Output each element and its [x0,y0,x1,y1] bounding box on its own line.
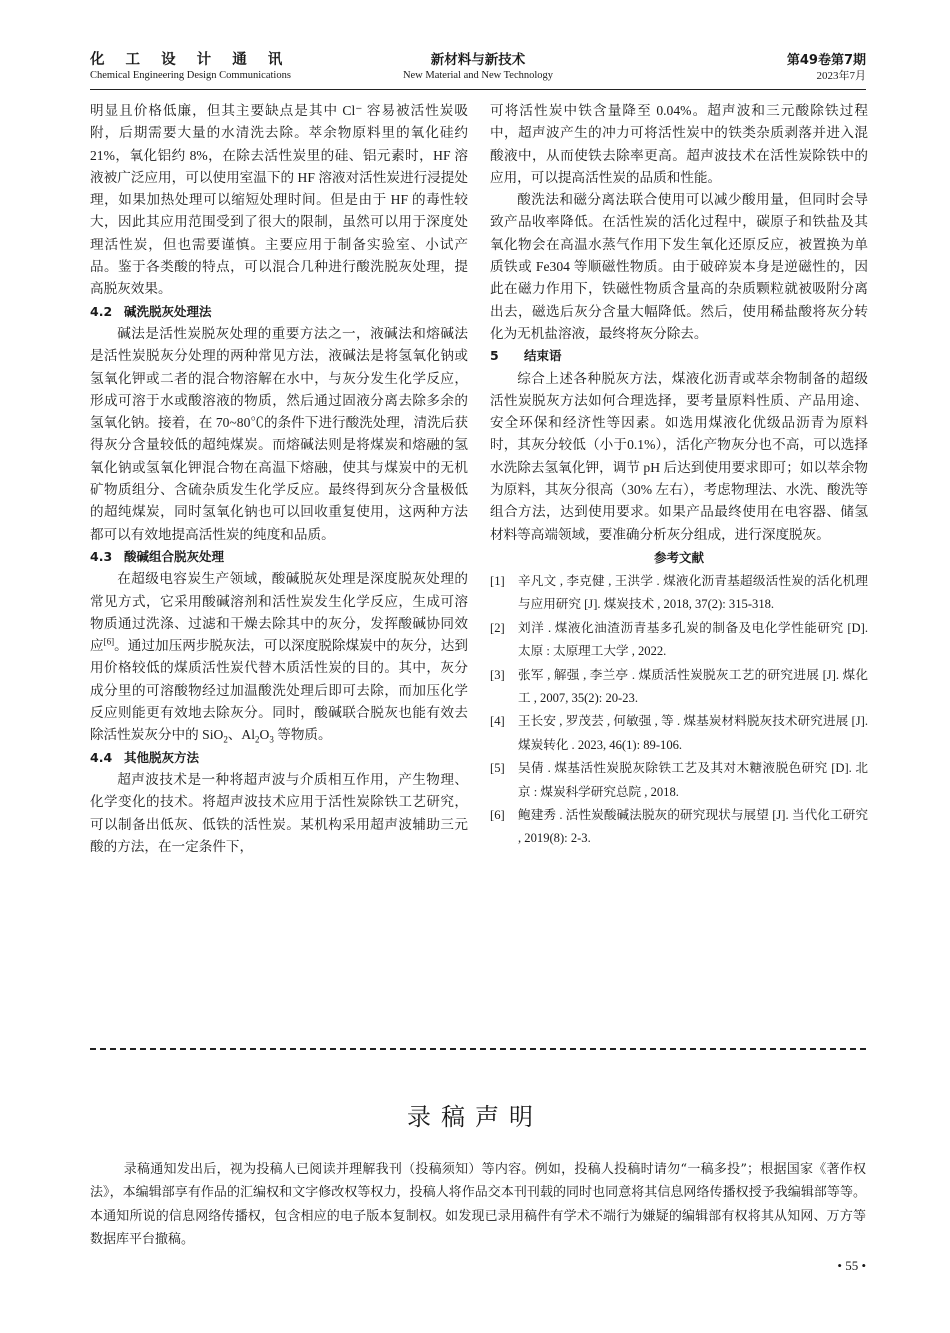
reference-number: [1] [490,573,505,588]
reference-text: 辛凡文 , 李克健 , 王洪学 . 煤液化沥青基超级活性炭的活化机理与应用研究 [J]. 煤炭技术 , 2018, 37(2): 315-318. [518,573,868,612]
paragraph-alkali-wash: 碱法是活性炭脱灰处理的重要方法之一，液碱法和熔碱法是活性炭脱灰分处理的两种常见方法，液碱法是将氢氧化钠或氢氧化钾或二者的混合物溶解在水中，与灰分发生化学反应，形成可溶于水或酸溶液的物质，然后通过固液分离去除多余的氢氧化钠。接着，在 70~80℃的条件下进行酸洗处理，清洗后获得灰分含量较低的超纯煤炭。而熔碱法则是将煤炭和熔融的氢氧化钠或氢氧化钾混合物在高温下熔融，使其与煤炭中的无机矿物质组分、含硫杂质发生化学反应。最终得到灰分含量极低的超纯煤炭，同时氢氧化钠也可以回收重复使用，这两种方法都可以有效地提高活性炭的纯度和品质。 [90,325,468,542]
section-heading-4-2 [90,301,468,323]
reference-number: [5] [490,761,505,776]
issue-date: 2023年7月 [816,70,866,82]
paragraph-ultrasonic-continued: 可将活性炭中铁含量降至 0.04%。超声波和三元酸除铁过程中，超声波产生的冲力可将活性炭中的铁类杂质剥落并进入混酸液中，从而使铁去除率更高。超声波技术在活性炭除铁中的应用，可以提高活性炭的品质和性能。 [490,103,868,185]
notice-body: 录稿通知发出后，视为投稿人已阅读并理解我刊（投稿须知）等内容。例如，投稿人投稿时请勿“一稿多投”；根据国家《著作权法》，本编辑部享有作品的汇编权和文字修改权等权力，投稿人将作品交本刊刊载的同时也同意将其信息网络传播权授予我编辑部等等。本通知所说的信息网络传播权，包含相应的电子版本复制权。如发现已录用稿件有学术不端行为嫌疑的编辑部有权将其从知网、万方等数据库平台撤稿。 [90,1162,866,1248]
section-number: 5 [490,348,499,364]
section-name-block [90,52,866,83]
subscript: 2 [255,735,260,746]
section-title: 酸碱组合脱灰处理 [124,548,225,564]
reference-text: 吴倩 . 煤基活性炭脱灰除铁工艺及其对木糖液脱色研究 [D]. 北京 : 煤炭科学研究总院 , 2018. [518,761,868,799]
citation-6: [6] [103,636,115,647]
dashed-divider [90,1048,866,1050]
text-run: 、Al [227,727,255,743]
reference-item [490,804,868,851]
subscript: 2 [223,735,228,746]
text-run: O [259,727,270,743]
issue-block [787,52,866,83]
section-title: 结束语 [524,348,562,364]
left-column [90,100,468,858]
reference-item [490,570,868,617]
text-run: 。通过加压两步脱灰法，可以深度脱除煤炭中的灰分，达到用价格较低的煤质活性炭代替木质活性炭的目的。其中，灰分成分里的可溶酸物经过加温酸洗处理后即可去除，而加压化学反应则能更有效地去除灰分。同时，酸碱联合脱灰也能有效去除活性炭灰分中的 SiO [90,638,469,743]
reference-item [490,664,868,711]
reference-text: 张军 , 解强 , 李兰亭 . 煤质活性炭脱灰工艺的研究进展 [J]. 煤化工 , 2007, 35(2): 20-23. [518,667,868,705]
notice-title: 录稿声明 [407,1103,543,1131]
running-header [90,52,866,86]
reference-number: [2] [490,620,505,635]
section-number: 4.2 [90,303,113,319]
paragraph-magnetic-separation: 酸洗法和磁分离法联合使用可以减少酸用量，但同时会导致产品收率降低。在活性炭的活化过程中，碳原子和铁盐及其氧化物会在高温水蒸气作用下发生氧化还原反应，被置换为单质铁或 Fe304 等顺磁性物质。由于破碎炭本身是逆磁性的，因此在磁力作用下，铁磁性物质含量高的杂质颗粒就被吸附分离出去，磁选后灰分含量大幅降低。然后，使用稀盐酸将灰分转化为无机盐溶液，最终将灰分除去。 [490,192,868,341]
reference-item [490,617,868,664]
right-column [490,100,868,851]
reference-text: 王长安 , 罗茂芸 , 何敏强 , 等 . 煤基炭材料脱灰技术研究进展 [J]. 煤炭转化 . 2023, 46(1): 89-106. [518,714,868,752]
section-heading-4-4 [90,747,468,769]
reference-item [490,757,868,804]
subscript: 3 [269,735,274,746]
section-heading-5 [490,345,868,367]
paragraph-acid-wash-continued: 明显且价格低廉，但其主要缺点是其中 Cl⁻ 容易被活性炭吸附，后期需要大量的水清洗去除。萃余物原料里的氧化硅约 21%，氧化铝约 8%，在除去活性炭里的硅、铝元素时，HF 溶液被广泛应用，可以使用室温下的 HF 溶液对活性炭进行浸提处理，如果加热处理可以缩短处理时间。但是由于 HF 的毒性较大，因此其应用范围受到了很大的限制，虽然可以用于深度处理活性炭，但也需要谨慎。主要应用于制备实验室、小试产品。鉴于各类酸的特点，可以混合几种进行酸洗脱灰处理，提高脱灰效果。 [90,103,468,297]
reference-number: [6] [490,808,505,822]
section-title: 其他脱灰方法 [124,749,200,765]
section-number: 4.4 [90,749,113,765]
section-number: 4.3 [90,548,113,564]
page-number: • 55 • [837,1258,866,1273]
paragraph-conclusion: 综合上述各种脱灰方法，煤液化沥青或萃余物制备的超级活性炭脱灰方法如何合理选择，要考量原料性质、产品用途、安全环保和经济性等因素。如选用煤液化优级品沥青为原料时，其灰分较低（小于0.1%），活化产物灰分也不高，可以选择水洗除去氢氧化钾，调节 pH 后达到使用要求即可；如以萃余物为原料，其灰分很高（30% 左右），考虑物理法、水洗、酸洗等组合方法，达到使用要求。如果产品最终使用在电容器、储氢材料等高端领域，要准确分析灰分组成，进行深度脱灰。 [490,370,868,542]
issue-number: 第49卷第7期 [786,53,866,68]
section-name-en: New Material and New Technology [402,70,554,81]
journal-name-en: Chemical Engineering Design Communications [90,70,291,81]
text-run: 在超级电容炭生产领域，酸碱脱灰处理是深度脱灰处理的常见方式，它采用酸碱溶剂和活性炭发生化学反应，生成可溶物质通过洗涤、过滤和干燥去除其中的灰分，发挥酸碱协同效应 [90,571,468,654]
header-rule [90,89,866,90]
section-title: 碱洗脱灰处理法 [124,303,212,319]
text-run: 等物质。 [273,727,332,743]
paragraph-ultrasonic: 超声波技术是一种将超声波与介质相互作用，产生物理、化学变化的技术。将超声波技术应用于活性炭除铁工艺研究，可以制备出低灰、低铁的活性炭。某机构采用超声波辅助三元酸的方法，在一定条件下， [90,771,468,854]
references-title: 参考文献 [653,549,704,565]
reference-list [490,570,868,851]
reference-number: [4] [490,714,505,729]
section-name-cn: 新材料与新技术 [430,52,526,68]
reference-item [490,710,868,757]
reference-text: 刘洋 . 煤液化油渣沥青基多孔炭的制备及电化学性能研究 [D]. 太原 : 太原理工大学 , 2022. [518,620,868,659]
journal-name-cn: 化 工 设 计 通 讯 [90,52,291,68]
paragraph-acid-alkali-combined [90,568,468,746]
reference-number: [3] [490,667,505,682]
reference-text: 鲍建秀 . 活性炭酸碱法脱灰的研究现状与展望 [J]. 当代化工研究 , 2019(8): 2-3. [518,808,868,846]
section-heading-4-3 [90,546,468,568]
